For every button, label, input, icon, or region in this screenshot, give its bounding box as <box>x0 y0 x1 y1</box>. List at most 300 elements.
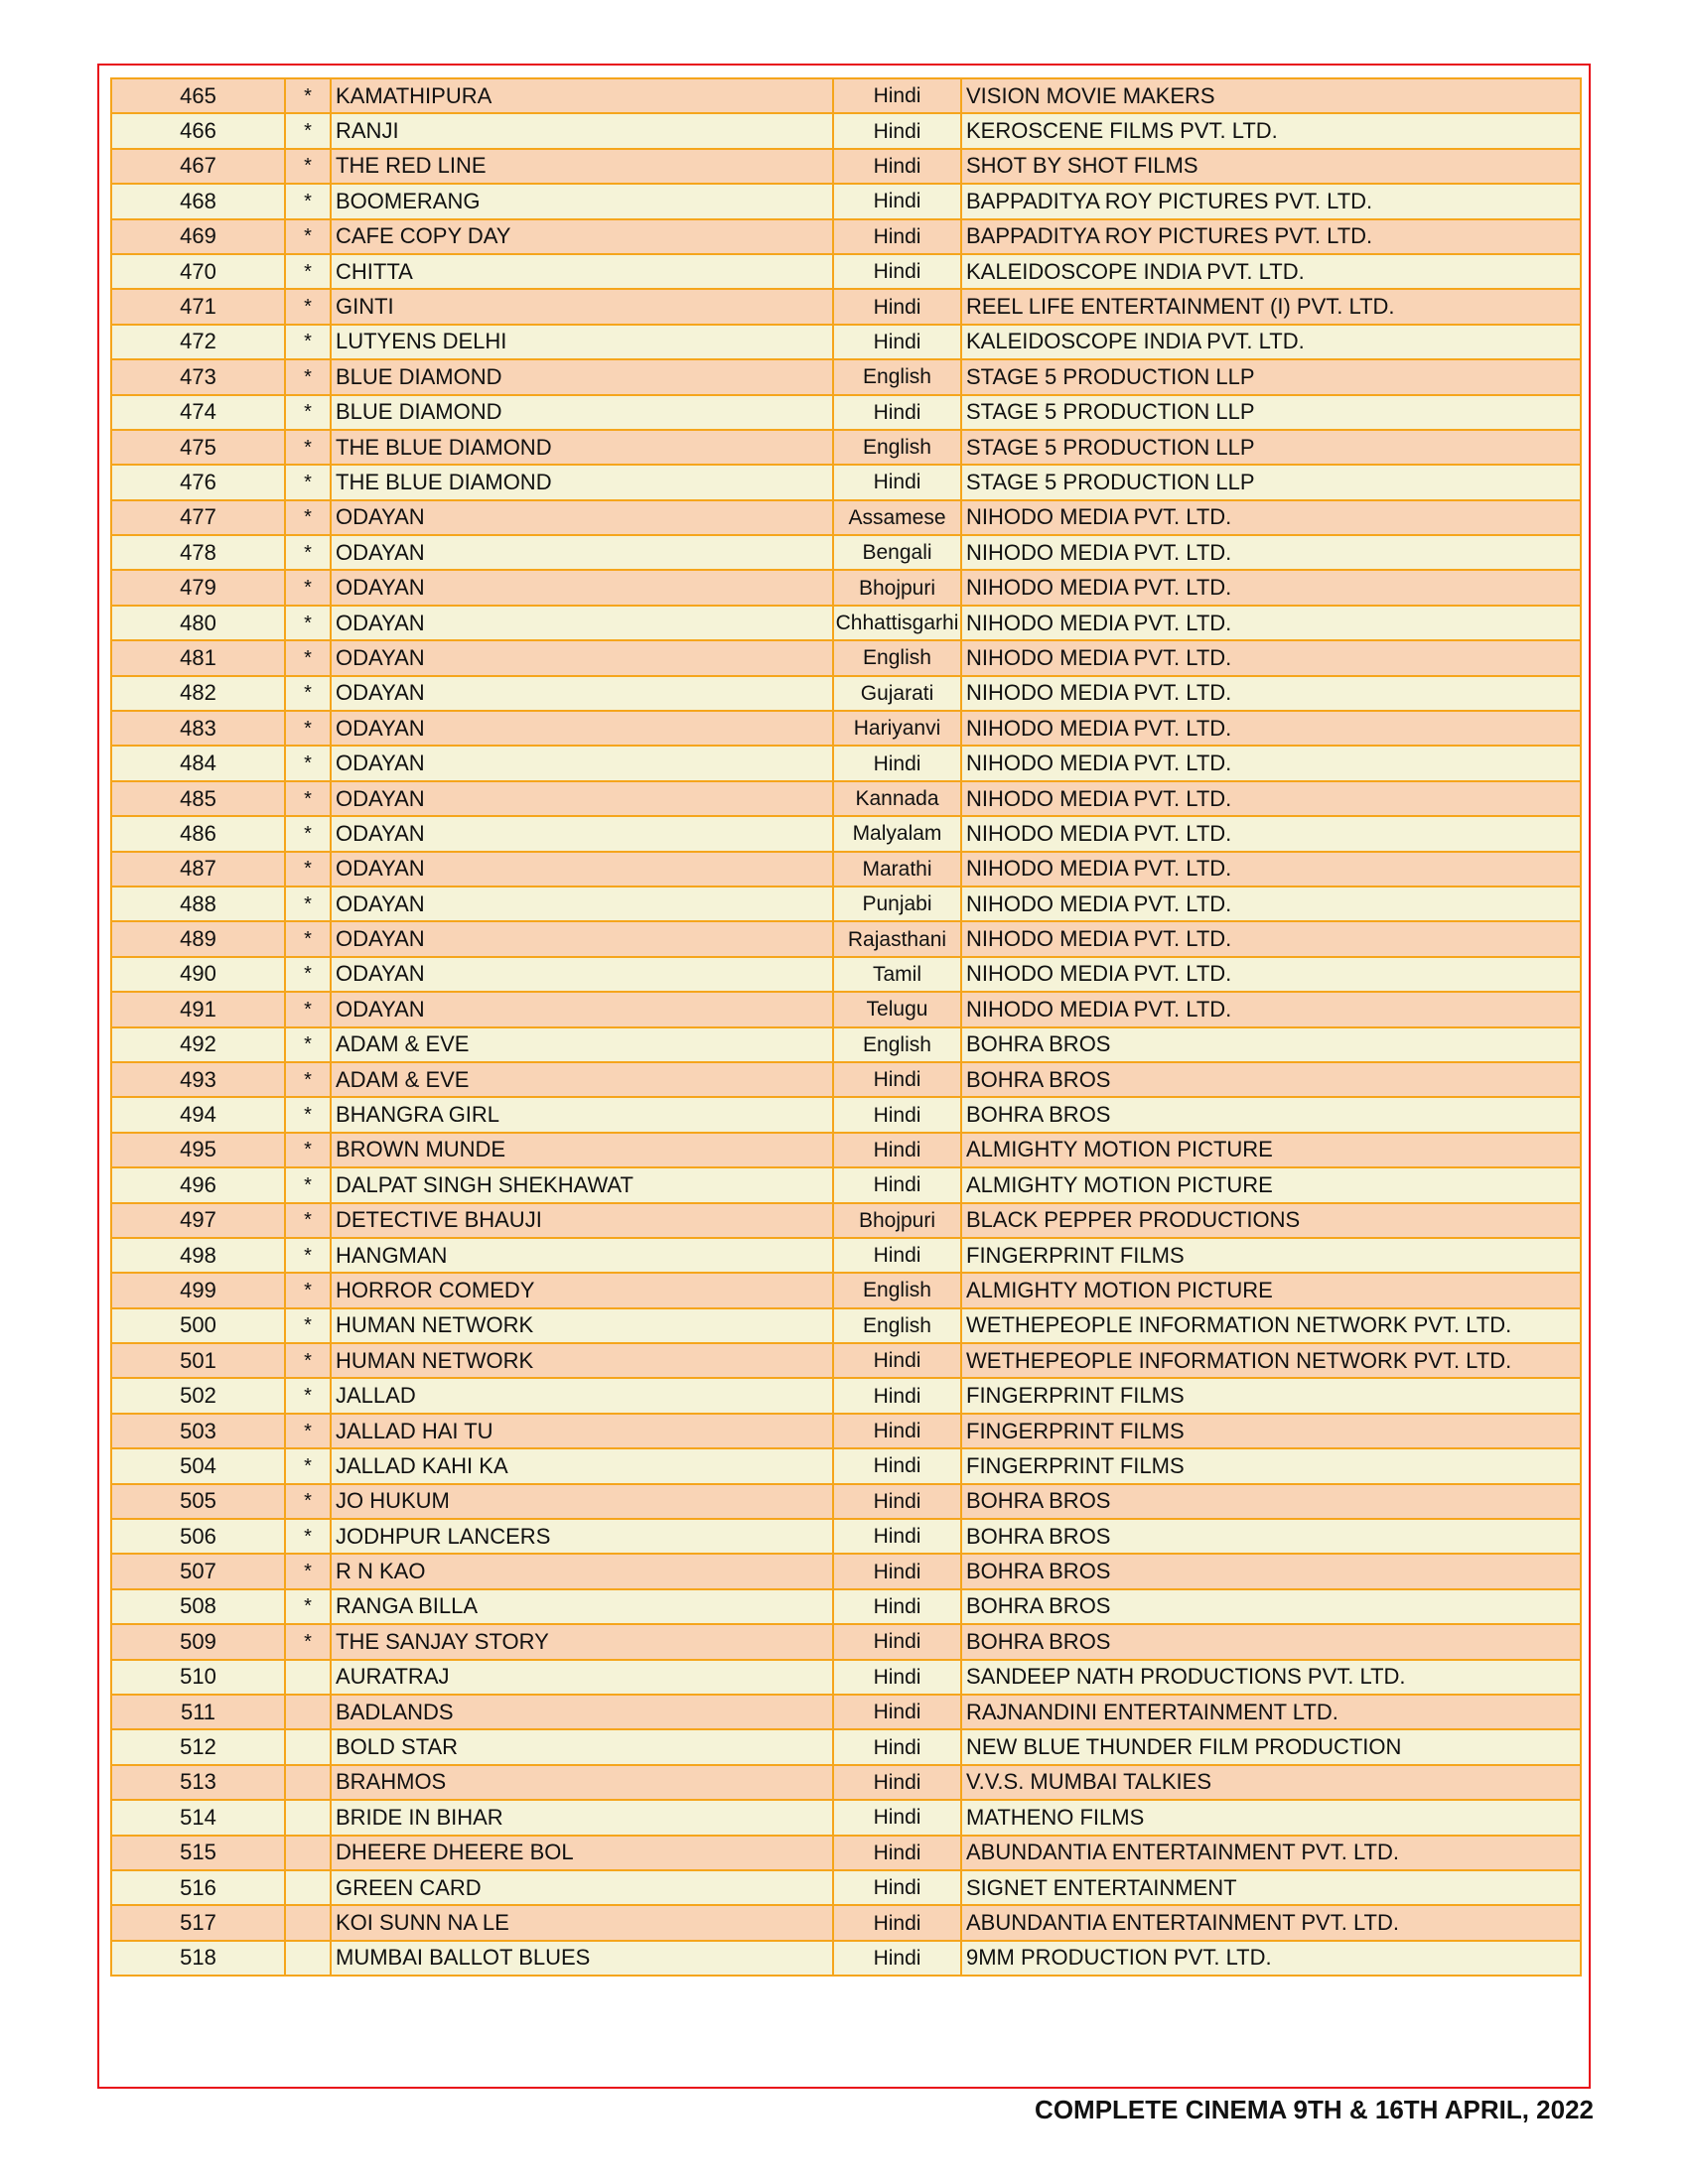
producer-cell: KEROSCENE FILMS PVT. LTD. <box>961 113 1581 148</box>
language-cell: Hindi <box>833 149 961 184</box>
asterisk-mark-cell <box>285 1941 331 1976</box>
serial-number-cell: 518 <box>111 1941 285 1976</box>
serial-number-cell: 489 <box>111 921 285 956</box>
film-title-cell: HANGMAN <box>331 1238 833 1273</box>
table-row <box>111 430 1581 465</box>
table-row <box>111 1448 1581 1483</box>
asterisk-mark-cell: * <box>285 219 331 254</box>
serial-number-cell: 491 <box>111 992 285 1026</box>
producer-cell: BOHRA BROS <box>961 1554 1581 1588</box>
film-title-cell: ODAYAN <box>331 500 833 535</box>
serial-number-cell: 475 <box>111 430 285 465</box>
serial-number-cell: 468 <box>111 184 285 218</box>
table-row <box>111 570 1581 605</box>
asterisk-mark-cell: * <box>285 184 331 218</box>
serial-number-cell: 471 <box>111 289 285 324</box>
table-row <box>111 1836 1581 1870</box>
asterisk-mark-cell: * <box>285 570 331 605</box>
film-title-cell: JO HUKUM <box>331 1484 833 1519</box>
serial-number-cell: 499 <box>111 1273 285 1307</box>
language-cell: Hindi <box>833 184 961 218</box>
language-cell: Hindi <box>833 746 961 780</box>
producer-cell: VISION MOVIE MAKERS <box>961 78 1581 113</box>
producer-cell: SANDEEP NATH PRODUCTIONS PVT. LTD. <box>961 1660 1581 1695</box>
serial-number-cell: 496 <box>111 1167 285 1202</box>
producer-cell: BOHRA BROS <box>961 1062 1581 1097</box>
language-cell: Hindi <box>833 1378 961 1413</box>
asterisk-mark-cell: * <box>285 430 331 465</box>
asterisk-mark-cell: * <box>285 1554 331 1588</box>
film-title-cell: THE RED LINE <box>331 149 833 184</box>
table-row <box>111 1273 1581 1307</box>
film-title-cell: ODAYAN <box>331 887 833 921</box>
table-row <box>111 1378 1581 1413</box>
language-cell: Tamil <box>833 957 961 992</box>
language-cell: Punjabi <box>833 887 961 921</box>
asterisk-mark-cell: * <box>285 992 331 1026</box>
serial-number-cell: 481 <box>111 640 285 675</box>
table-row <box>111 1870 1581 1905</box>
asterisk-mark-cell: * <box>285 1238 331 1273</box>
asterisk-mark-cell: * <box>285 113 331 148</box>
serial-number-cell: 502 <box>111 1378 285 1413</box>
producer-cell: SHOT BY SHOT FILMS <box>961 149 1581 184</box>
table-row <box>111 500 1581 535</box>
table-row <box>111 325 1581 359</box>
film-title-cell: THE SANJAY STORY <box>331 1624 833 1659</box>
language-cell: Hindi <box>833 289 961 324</box>
table-row <box>111 1519 1581 1554</box>
language-cell: Hindi <box>833 113 961 148</box>
asterisk-mark-cell: * <box>285 1027 331 1062</box>
language-cell: Hindi <box>833 1870 961 1905</box>
table-row <box>111 746 1581 780</box>
film-title-cell: KOI SUNN NA LE <box>331 1905 833 1940</box>
table-row <box>111 676 1581 711</box>
producer-cell: MATHENO FILMS <box>961 1800 1581 1835</box>
language-cell: English <box>833 359 961 394</box>
asterisk-mark-cell: * <box>285 816 331 851</box>
serial-number-cell: 472 <box>111 325 285 359</box>
asterisk-mark-cell <box>285 1660 331 1695</box>
film-title-cell: ODAYAN <box>331 852 833 887</box>
serial-number-cell: 500 <box>111 1308 285 1343</box>
table-row <box>111 781 1581 816</box>
asterisk-mark-cell: * <box>285 640 331 675</box>
producer-cell: FINGERPRINT FILMS <box>961 1448 1581 1483</box>
language-cell: Telugu <box>833 992 961 1026</box>
asterisk-mark-cell <box>285 1836 331 1870</box>
table-row <box>111 711 1581 746</box>
producer-cell: NIHODO MEDIA PVT. LTD. <box>961 746 1581 780</box>
asterisk-mark-cell: * <box>285 465 331 499</box>
serial-number-cell: 493 <box>111 1062 285 1097</box>
table-body <box>111 78 1581 1976</box>
language-cell: Bhojpuri <box>833 570 961 605</box>
producer-cell: 9MM PRODUCTION PVT. LTD. <box>961 1941 1581 1976</box>
film-title-cell: ODAYAN <box>331 992 833 1026</box>
serial-number-cell: 474 <box>111 395 285 430</box>
table-row <box>111 1167 1581 1202</box>
film-title-cell: ODAYAN <box>331 676 833 711</box>
film-title-cell: ODAYAN <box>331 781 833 816</box>
producer-cell: BOHRA BROS <box>961 1624 1581 1659</box>
serial-number-cell: 494 <box>111 1097 285 1132</box>
film-title-cell: DHEERE DHEERE BOL <box>331 1836 833 1870</box>
producer-cell: NIHODO MEDIA PVT. LTD. <box>961 676 1581 711</box>
language-cell: Hindi <box>833 1905 961 1940</box>
table-row <box>111 1238 1581 1273</box>
language-cell: Hindi <box>833 1062 961 1097</box>
producer-cell: BAPPADITYA ROY PICTURES PVT. LTD. <box>961 184 1581 218</box>
serial-number-cell: 482 <box>111 676 285 711</box>
producer-cell: NIHODO MEDIA PVT. LTD. <box>961 992 1581 1026</box>
producer-cell: KALEIDOSCOPE INDIA PVT. LTD. <box>961 254 1581 289</box>
producer-cell: WETHEPEOPLE INFORMATION NETWORK PVT. LTD. <box>961 1343 1581 1378</box>
producer-cell: NIHODO MEDIA PVT. LTD. <box>961 816 1581 851</box>
asterisk-mark-cell: * <box>285 746 331 780</box>
producer-cell: BAPPADITYA ROY PICTURES PVT. LTD. <box>961 219 1581 254</box>
language-cell: Hindi <box>833 1554 961 1588</box>
producer-cell: STAGE 5 PRODUCTION LLP <box>961 359 1581 394</box>
film-title-cell: BOLD STAR <box>331 1729 833 1764</box>
language-cell: Hindi <box>833 1519 961 1554</box>
asterisk-mark-cell: * <box>285 1414 331 1448</box>
asterisk-mark-cell: * <box>285 1448 331 1483</box>
producer-cell: ABUNDANTIA ENTERTAINMENT PVT. LTD. <box>961 1905 1581 1940</box>
language-cell: Hindi <box>833 1660 961 1695</box>
producer-cell: BLACK PEPPER PRODUCTIONS <box>961 1203 1581 1238</box>
language-cell: Hindi <box>833 1765 961 1800</box>
table-row <box>111 1905 1581 1940</box>
table-row <box>111 289 1581 324</box>
table-row <box>111 640 1581 675</box>
asterisk-mark-cell <box>285 1905 331 1940</box>
table-row <box>111 606 1581 640</box>
table-row <box>111 219 1581 254</box>
serial-number-cell: 513 <box>111 1765 285 1800</box>
asterisk-mark-cell: * <box>285 1273 331 1307</box>
producer-cell: NIHODO MEDIA PVT. LTD. <box>961 781 1581 816</box>
language-cell: Assamese <box>833 500 961 535</box>
producer-cell: BOHRA BROS <box>961 1519 1581 1554</box>
producer-cell: BOHRA BROS <box>961 1484 1581 1519</box>
serial-number-cell: 466 <box>111 113 285 148</box>
producer-cell: ABUNDANTIA ENTERTAINMENT PVT. LTD. <box>961 1836 1581 1870</box>
asterisk-mark-cell <box>285 1870 331 1905</box>
table-row <box>111 113 1581 148</box>
film-title-cell: THE BLUE DIAMOND <box>331 430 833 465</box>
producer-cell: FINGERPRINT FILMS <box>961 1414 1581 1448</box>
asterisk-mark-cell: * <box>285 887 331 921</box>
producer-cell: BOHRA BROS <box>961 1027 1581 1062</box>
table-row <box>111 1062 1581 1097</box>
film-title-cell: RANJI <box>331 113 833 148</box>
film-title-cell: BLUE DIAMOND <box>331 359 833 394</box>
serial-number-cell: 486 <box>111 816 285 851</box>
film-title-cell: CAFE COPY DAY <box>331 219 833 254</box>
film-title-cell: GREEN CARD <box>331 1870 833 1905</box>
footer-publication-line: COMPLETE CINEMA 9TH & 16TH APRIL, 2022 <box>1035 2095 1594 2124</box>
film-title-cell: HUMAN NETWORK <box>331 1308 833 1343</box>
table-row <box>111 184 1581 218</box>
table-row <box>111 1133 1581 1167</box>
film-title-cell: RANGA BILLA <box>331 1589 833 1624</box>
language-cell: Hindi <box>833 1941 961 1976</box>
language-cell: Hindi <box>833 219 961 254</box>
serial-number-cell: 487 <box>111 852 285 887</box>
producer-cell: KALEIDOSCOPE INDIA PVT. LTD. <box>961 325 1581 359</box>
film-title-cell: BADLANDS <box>331 1695 833 1729</box>
asterisk-mark-cell: * <box>285 921 331 956</box>
serial-number-cell: 504 <box>111 1448 285 1483</box>
table-row <box>111 1027 1581 1062</box>
film-title-cell: ODAYAN <box>331 711 833 746</box>
serial-number-cell: 484 <box>111 746 285 780</box>
serial-number-cell: 497 <box>111 1203 285 1238</box>
serial-number-cell: 511 <box>111 1695 285 1729</box>
table-row <box>111 1765 1581 1800</box>
serial-number-cell: 480 <box>111 606 285 640</box>
film-title-cell: BROWN MUNDE <box>331 1133 833 1167</box>
serial-number-cell: 478 <box>111 535 285 570</box>
film-title-cell: HORROR COMEDY <box>331 1273 833 1307</box>
asterisk-mark-cell: * <box>285 852 331 887</box>
table-row <box>111 149 1581 184</box>
table-row <box>111 921 1581 956</box>
language-cell: Kannada <box>833 781 961 816</box>
language-cell: Hindi <box>833 1836 961 1870</box>
asterisk-mark-cell: * <box>285 500 331 535</box>
table-row <box>111 1203 1581 1238</box>
language-cell: Hindi <box>833 1624 961 1659</box>
film-title-cell: HUMAN NETWORK <box>331 1343 833 1378</box>
asterisk-mark-cell: * <box>285 1343 331 1378</box>
serial-number-cell: 514 <box>111 1800 285 1835</box>
language-cell: Hindi <box>833 1695 961 1729</box>
serial-number-cell: 508 <box>111 1589 285 1624</box>
film-title-cell: KAMATHIPURA <box>331 78 833 113</box>
producer-cell: NEW BLUE THUNDER FILM PRODUCTION <box>961 1729 1581 1764</box>
language-cell: Bengali <box>833 535 961 570</box>
language-cell: Hindi <box>833 1414 961 1448</box>
producer-cell: NIHODO MEDIA PVT. LTD. <box>961 711 1581 746</box>
table-row <box>111 992 1581 1026</box>
serial-number-cell: 465 <box>111 78 285 113</box>
serial-number-cell: 501 <box>111 1343 285 1378</box>
table-row <box>111 1097 1581 1132</box>
language-cell: Hindi <box>833 78 961 113</box>
film-title-cell: BHANGRA GIRL <box>331 1097 833 1132</box>
language-cell: Hindi <box>833 465 961 499</box>
serial-number-cell: 469 <box>111 219 285 254</box>
producer-cell: FINGERPRINT FILMS <box>961 1378 1581 1413</box>
asterisk-mark-cell: * <box>285 1167 331 1202</box>
asterisk-mark-cell: * <box>285 395 331 430</box>
asterisk-mark-cell: * <box>285 711 331 746</box>
producer-cell: NIHODO MEDIA PVT. LTD. <box>961 852 1581 887</box>
table-row <box>111 1729 1581 1764</box>
language-cell: Malyalam <box>833 816 961 851</box>
language-cell: English <box>833 1027 961 1062</box>
table-row <box>111 1589 1581 1624</box>
serial-number-cell: 512 <box>111 1729 285 1764</box>
asterisk-mark-cell: * <box>285 1133 331 1167</box>
film-title-cell: MUMBAI BALLOT BLUES <box>331 1941 833 1976</box>
film-registration-table <box>110 77 1582 1977</box>
serial-number-cell: 483 <box>111 711 285 746</box>
film-title-cell: ODAYAN <box>331 535 833 570</box>
language-cell: Gujarati <box>833 676 961 711</box>
serial-number-cell: 509 <box>111 1624 285 1659</box>
asterisk-mark-cell: * <box>285 1378 331 1413</box>
asterisk-mark-cell: * <box>285 957 331 992</box>
producer-cell: ALMIGHTY MOTION PICTURE <box>961 1133 1581 1167</box>
producer-cell: STAGE 5 PRODUCTION LLP <box>961 395 1581 430</box>
producer-cell: NIHODO MEDIA PVT. LTD. <box>961 535 1581 570</box>
film-title-cell: CHITTA <box>331 254 833 289</box>
language-cell: English <box>833 1308 961 1343</box>
film-title-cell: ODAYAN <box>331 816 833 851</box>
table-row <box>111 1624 1581 1659</box>
serial-number-cell: 503 <box>111 1414 285 1448</box>
language-cell: Hindi <box>833 1448 961 1483</box>
asterisk-mark-cell: * <box>285 1097 331 1132</box>
serial-number-cell: 477 <box>111 500 285 535</box>
table-row <box>111 535 1581 570</box>
asterisk-mark-cell <box>285 1695 331 1729</box>
producer-cell: V.V.S. MUMBAI TALKIES <box>961 1765 1581 1800</box>
film-title-cell: GINTI <box>331 289 833 324</box>
serial-number-cell: 505 <box>111 1484 285 1519</box>
film-title-cell: R N KAO <box>331 1554 833 1588</box>
table-row <box>111 1695 1581 1729</box>
asterisk-mark-cell: * <box>285 676 331 711</box>
table-row <box>111 1660 1581 1695</box>
producer-cell: NIHODO MEDIA PVT. LTD. <box>961 921 1581 956</box>
film-title-cell: DETECTIVE BHAUJI <box>331 1203 833 1238</box>
language-cell: Hindi <box>833 325 961 359</box>
language-cell: Hindi <box>833 1343 961 1378</box>
serial-number-cell: 495 <box>111 1133 285 1167</box>
serial-number-cell: 473 <box>111 359 285 394</box>
asterisk-mark-cell: * <box>285 1203 331 1238</box>
producer-cell: WETHEPEOPLE INFORMATION NETWORK PVT. LTD. <box>961 1308 1581 1343</box>
asterisk-mark-cell <box>285 1800 331 1835</box>
serial-number-cell: 479 <box>111 570 285 605</box>
film-title-cell: ODAYAN <box>331 957 833 992</box>
film-title-cell: JALLAD HAI TU <box>331 1414 833 1448</box>
film-title-cell: ADAM & EVE <box>331 1027 833 1062</box>
table-row <box>111 852 1581 887</box>
serial-number-cell: 492 <box>111 1027 285 1062</box>
table-row <box>111 1414 1581 1448</box>
serial-number-cell: 510 <box>111 1660 285 1695</box>
asterisk-mark-cell: * <box>285 1519 331 1554</box>
table-row <box>111 816 1581 851</box>
producer-cell: REEL LIFE ENTERTAINMENT (I) PVT. LTD. <box>961 289 1581 324</box>
asterisk-mark-cell: * <box>285 606 331 640</box>
producer-cell: ALMIGHTY MOTION PICTURE <box>961 1167 1581 1202</box>
asterisk-mark-cell <box>285 1729 331 1764</box>
asterisk-mark-cell: * <box>285 359 331 394</box>
asterisk-mark-cell: * <box>285 325 331 359</box>
table-row <box>111 887 1581 921</box>
film-title-cell: BRIDE IN BIHAR <box>331 1800 833 1835</box>
serial-number-cell: 515 <box>111 1836 285 1870</box>
serial-number-cell: 516 <box>111 1870 285 1905</box>
language-cell: Hindi <box>833 1167 961 1202</box>
producer-cell: ALMIGHTY MOTION PICTURE <box>961 1273 1581 1307</box>
film-title-cell: BRAHMOS <box>331 1765 833 1800</box>
film-title-cell: ODAYAN <box>331 640 833 675</box>
asterisk-mark-cell: * <box>285 1589 331 1624</box>
language-cell: Hindi <box>833 1589 961 1624</box>
language-cell: English <box>833 640 961 675</box>
language-cell: Hindi <box>833 1238 961 1273</box>
serial-number-cell: 470 <box>111 254 285 289</box>
film-title-cell: ADAM & EVE <box>331 1062 833 1097</box>
producer-cell: STAGE 5 PRODUCTION LLP <box>961 430 1581 465</box>
producer-cell: RAJNANDINI ENTERTAINMENT LTD. <box>961 1695 1581 1729</box>
table-row <box>111 1343 1581 1378</box>
language-cell: English <box>833 1273 961 1307</box>
language-cell: Marathi <box>833 852 961 887</box>
asterisk-mark-cell: * <box>285 289 331 324</box>
language-cell: Hindi <box>833 1097 961 1132</box>
table-row <box>111 1484 1581 1519</box>
producer-cell: NIHODO MEDIA PVT. LTD. <box>961 957 1581 992</box>
film-title-cell: DALPAT SINGH SHEKHAWAT <box>331 1167 833 1202</box>
film-title-cell: AURATRAJ <box>331 1660 833 1695</box>
producer-cell: FINGERPRINT FILMS <box>961 1238 1581 1273</box>
serial-number-cell: 506 <box>111 1519 285 1554</box>
asterisk-mark-cell: * <box>285 1308 331 1343</box>
serial-number-cell: 507 <box>111 1554 285 1588</box>
table-row <box>111 254 1581 289</box>
language-cell: Rajasthani <box>833 921 961 956</box>
asterisk-mark-cell: * <box>285 78 331 113</box>
producer-cell: NIHODO MEDIA PVT. LTD. <box>961 500 1581 535</box>
asterisk-mark-cell: * <box>285 781 331 816</box>
table-row <box>111 957 1581 992</box>
asterisk-mark-cell: * <box>285 1484 331 1519</box>
asterisk-mark-cell: * <box>285 254 331 289</box>
film-title-cell: JALLAD <box>331 1378 833 1413</box>
language-cell: English <box>833 430 961 465</box>
table-row <box>111 78 1581 113</box>
language-cell: Hariyanvi <box>833 711 961 746</box>
film-title-cell: ODAYAN <box>331 570 833 605</box>
serial-number-cell: 488 <box>111 887 285 921</box>
asterisk-mark-cell: * <box>285 1062 331 1097</box>
table-row <box>111 1800 1581 1835</box>
language-cell: Hindi <box>833 395 961 430</box>
table-row <box>111 359 1581 394</box>
serial-number-cell: 490 <box>111 957 285 992</box>
film-title-cell: ODAYAN <box>331 606 833 640</box>
producer-cell: STAGE 5 PRODUCTION LLP <box>961 465 1581 499</box>
film-title-cell: BOOMERANG <box>331 184 833 218</box>
serial-number-cell: 498 <box>111 1238 285 1273</box>
language-cell: Hindi <box>833 254 961 289</box>
language-cell: Hindi <box>833 1729 961 1764</box>
producer-cell: NIHODO MEDIA PVT. LTD. <box>961 606 1581 640</box>
table-row <box>111 1308 1581 1343</box>
asterisk-mark-cell <box>285 1765 331 1800</box>
language-cell: Chhattisgarhi <box>833 606 961 640</box>
producer-cell: BOHRA BROS <box>961 1097 1581 1132</box>
